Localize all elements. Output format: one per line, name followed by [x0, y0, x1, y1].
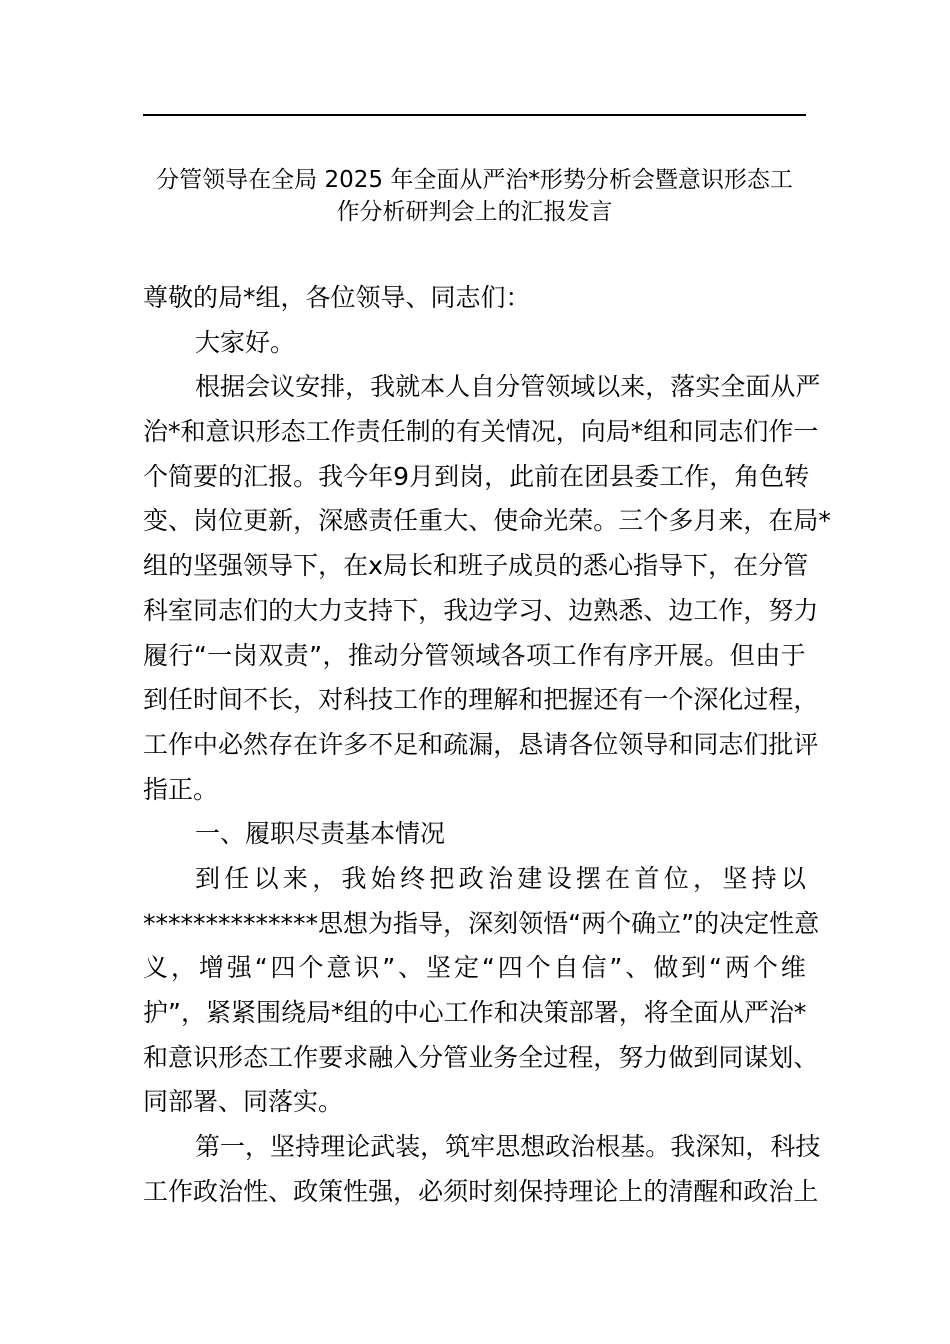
body-line: 第 一 ， 坚 持 理 论 武 装 ， 筑 牢 思 想 政 治 根 基 。 我 深 知 ， 科 技 [195, 1132, 821, 1162]
body-line: 指正。 [143, 774, 219, 804]
body-line: 履 行 “ 一 岗 双 责 ” ， 推 动 分 管 领 域 各 项 工 作 有 序 开 展 。 但 由 于 [143, 640, 806, 670]
body-line: ************** 思 想 为 指 导 ， 深 刻 领 悟 “ 两 个 确 立 ” 的 决 定 性 意 [143, 908, 820, 938]
body-line: 治 * 和 意 识 形 态 工 作 责 任 制 的 有 关 情 况 ， 向 局 * 组 和 同 志 们 作 一 [143, 417, 819, 447]
body-line: 变 、 岗 位 更 新 ， 深 感 责 任 重 大 、 使 命 光 荣 。 三 个 多 月 来 ， 在 局 * [143, 506, 831, 536]
body-line: 根 据 会 议 安 排 ， 我 就 本 人 自 分 管 领 域 以 来 ， 落 实 全 面 从 严 [195, 372, 821, 402]
body-line: 科 室 同 志 们 的 大 力 支 持 下 ， 我 边 学 习 、 边 熟 悉 、 边 工 作 ， 努 力 [143, 595, 819, 625]
body-line: 护 ” ， 紧 紧 围 绕 局 * 组 的 中 心 工 作 和 决 策 部 署 ， 将 全 面 从 严 治 * [143, 998, 807, 1027]
body-line: 工 作 政 治 性 、 政 策 性 强 ， 必 须 时 刻 保 持 理 论 上 的 清 醒 和 政 治 上 [143, 1176, 819, 1206]
body-line: 义 ， 增 强 “ 四 个 意 识 ” 、 坚 定 “ 四 个 自 信 ” 、 做 到 “ 两 个 维 [143, 953, 806, 983]
body-line: 和 意 识 形 态 工 作 要 求 融 入 分 管 业 务 全 过 程 ， 努 力 做 到 同 谋 划 、 [143, 1042, 819, 1072]
body-line: 个 简 要 的 汇 报 。 我 今 年 9 月 到 岗 ， 此 前 在 团 县 委 工 作 ， 角 色 转 [143, 461, 810, 491]
document-body [143, 276, 831, 1214]
body-line: 同部署、同落实。 [143, 1087, 344, 1117]
header-rule [143, 114, 806, 116]
title-line: 分管领导在全局 2025 年全面从严治*形势分析会暨意识形态工 [156, 167, 793, 193]
body-line: 一、履职尽责基本情况 [195, 819, 446, 849]
body-line: 大家好。 [195, 327, 296, 357]
document-title [143, 164, 806, 228]
body-line: 到 任 以 来 ， 我 始 终 把 政 治 建 设 摆 在 首 位 ， 坚 持 以 [195, 863, 806, 893]
body-line: 组 的 坚 强 领 导 下 ， 在 x 局 长 和 班 子 成 员 的 悉 心 指 导 下 ， 在 分 管 [143, 551, 809, 581]
title-line: 作分析研判会上的汇报发言 [336, 199, 613, 225]
body-line: 到 任 时 间 不 长 ， 对 科 技 工 作 的 理 解 和 把 握 还 有 一 个 深 化 过 程 ， [143, 685, 819, 715]
body-line: 尊敬的局*组，各位领导、同志们： [143, 283, 531, 312]
body-line: 工 作 中 必 然 存 在 许 多 不 足 和 疏 漏 ， 恳 请 各 位 领 导 和 同 志 们 批 评 [143, 729, 819, 759]
